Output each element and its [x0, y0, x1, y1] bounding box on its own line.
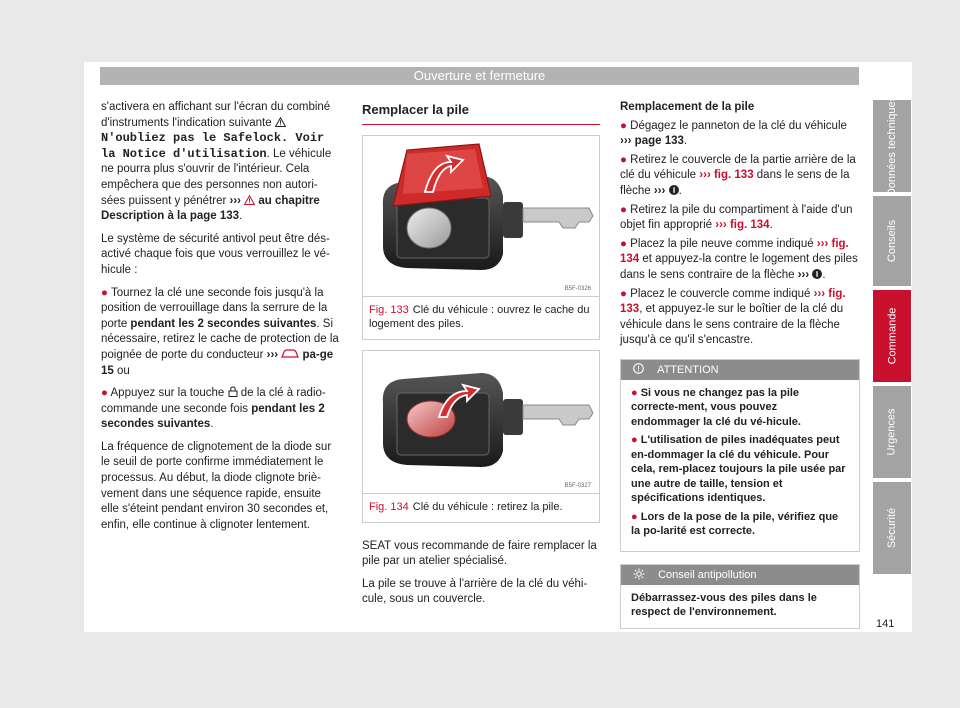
figure-link[interactable]: ››› fig. 134 [715, 219, 770, 232]
car-door-icon [281, 348, 299, 359]
warning-icon [275, 117, 286, 127]
paragraph-diode: La fréquence de clignotement de la diode sur le seuil de porte confirme immédiatement le processus. Au début, la diode clignote briè-vement dans une séquence rapide, ensuite elle s'éteint pendant environ 30 secondes et, enfin, elle continue à clignoter lentement. [101, 440, 332, 531]
page-number: 141 [876, 618, 895, 630]
key-remove-battery-illustration [363, 351, 599, 493]
figure-caption: Fig. 133 Clé du véhicule : ouvrez le cache du logement des piles. [363, 296, 599, 339]
paragraph-location: La pile se trouve à l'arrière de la clé du véhi-cule, sous un couvercle. [362, 577, 588, 606]
bullet-icon: ● [620, 203, 627, 216]
figure-134 [362, 350, 600, 523]
tab-urgences[interactable]: Urgences [873, 386, 911, 478]
subsection-title: Remplacement de la pile [620, 101, 755, 113]
bullet-icon: ● [620, 119, 627, 132]
figure-link[interactable]: ››› fig. 134 [620, 237, 849, 266]
figure-link[interactable]: ››› fig. 133 [699, 169, 754, 182]
eco-tip-box [620, 564, 860, 629]
attention-body [621, 380, 859, 551]
attention-item: ● Lors de la pose de la pile, vérifiez que la po-larité est correcte. [631, 510, 839, 538]
marker-1-icon [812, 269, 822, 279]
attention-item: ● L'utilisation de piles inadéquates peut en-dommager la clé du véhicule. Pour cela, rem-placez toujours la pile usée par une autre de taille, tension et spécifications identiques. [631, 434, 846, 505]
bullet-icon: ● [620, 153, 627, 166]
column-2 [362, 98, 600, 615]
bullet-icon: ● [101, 286, 108, 299]
display-message: N'oubliez pas le Safelock. Voir la Notice d'utilisation [101, 131, 325, 161]
figure-caption: Fig. 134 Clé du véhicule : retirez la pile. [363, 493, 599, 522]
paragraph-recommend: SEAT vous recommande de faire remplacer la pile par un atelier spécialisé. [362, 539, 597, 568]
attention-header: ATTENTION [621, 360, 859, 380]
section-title: Remplacer la pile [362, 98, 600, 125]
bullet-icon: ● [101, 387, 108, 400]
eco-leaf-icon [633, 568, 645, 580]
list-item: ● Dégagez le panneton de la clé du véhicule ››› page 133. [620, 119, 847, 148]
chapter-link[interactable]: au chapitre Description à la page 133 [101, 194, 320, 223]
column-1 [101, 100, 341, 540]
side-tabs [873, 95, 911, 578]
list-item: ● Placez la pile neuve comme indiqué ››› fig. 134 et appuyez-la contre le logement des piles dans le sens contraire de la flèche ››› . [620, 237, 858, 281]
list-item: ● Retirez la pile du compartiment à l'aide d'un objet fin approprié ››› fig. 134. [620, 203, 853, 232]
bullet-icon: ● [620, 287, 627, 300]
bullet-icon: ● [631, 386, 638, 399]
figure-code: B5F-0326 [564, 285, 591, 292]
figure-133 [362, 135, 600, 340]
page-link[interactable]: pa-ge 15 [101, 348, 334, 377]
bullet-icon: ● [631, 434, 638, 447]
list-item: ● Appuyez sur la touche de la clé à radio-commande une seconde fois pendant les 2 secondes suivantes. [101, 387, 326, 431]
page-link[interactable]: ››› page 133 [620, 135, 684, 148]
eco-tip-header: Conseil antipollution [621, 565, 859, 585]
list-item: ● Placez le couvercle comme indiqué ››› fig. 133, et appuyez-le sur le boîtier de la clé du véhicule dans le sens contraire de la flèche jusqu'à ce qu'il s'encastre. [620, 287, 846, 347]
page-header: Ouverture et fermeture [100, 67, 859, 85]
tab-conseils[interactable]: Conseils [873, 196, 911, 286]
paragraph-deactivate: Le système de sécurité antivol peut être dés-activé chaque fois que vous verrouillez le vé-hicule : [101, 232, 330, 276]
bullet-icon: ● [631, 510, 638, 523]
paragraph-safelock: s'activera en affichant sur l'écran du combiné d'instruments l'indication suivante N'oubliez pas le Safelock. Voir la Notice d'utilisation. Le véhicule ne pourra plus s'ouvrir de l'intérieur. Cela empêchera que des personnes non autori-sées puissent y pénétrer ››› au chapitre Description à la page 133. [101, 101, 332, 223]
marker-1-icon [669, 185, 679, 195]
list-item: ● Retirez le couvercle de la partie arrière de la clé du véhicule ››› fig. 133 dans le sens de la flèche ››› . [620, 153, 856, 197]
tab-donnees-techniques[interactable]: Données techniques [873, 100, 911, 192]
figure-link[interactable]: ››› fig. 133 [620, 287, 846, 316]
lock-icon [228, 386, 238, 397]
list-item: ● Tournez la clé une seconde fois jusqu'à la position de verrouillage dans la serrure de la porte pendant les 2 secondes suivantes. Si nécessaire, retirez le cache de protection de la poignée de porte du conducteur ››› pa-ge 15 ou [101, 286, 339, 377]
eco-tip-body: Débarrassez-vous des piles dans le respect de l'environnement. [631, 591, 817, 619]
alert-circle-icon [633, 363, 644, 374]
tab-securite[interactable]: Sécurité [873, 482, 911, 574]
attention-box [620, 359, 860, 552]
figure-code: B5F-0327 [564, 482, 591, 489]
warning-icon [244, 195, 255, 205]
key-open-cover-illustration [363, 136, 599, 296]
column-3 [620, 100, 860, 629]
attention-item: ● Si vous ne changez pas la pile correcte-ment, vous pouvez endommager la clé du vé-hicule. [631, 386, 801, 428]
tab-commande[interactable]: Commande [873, 290, 911, 382]
bullet-icon: ● [620, 237, 627, 250]
